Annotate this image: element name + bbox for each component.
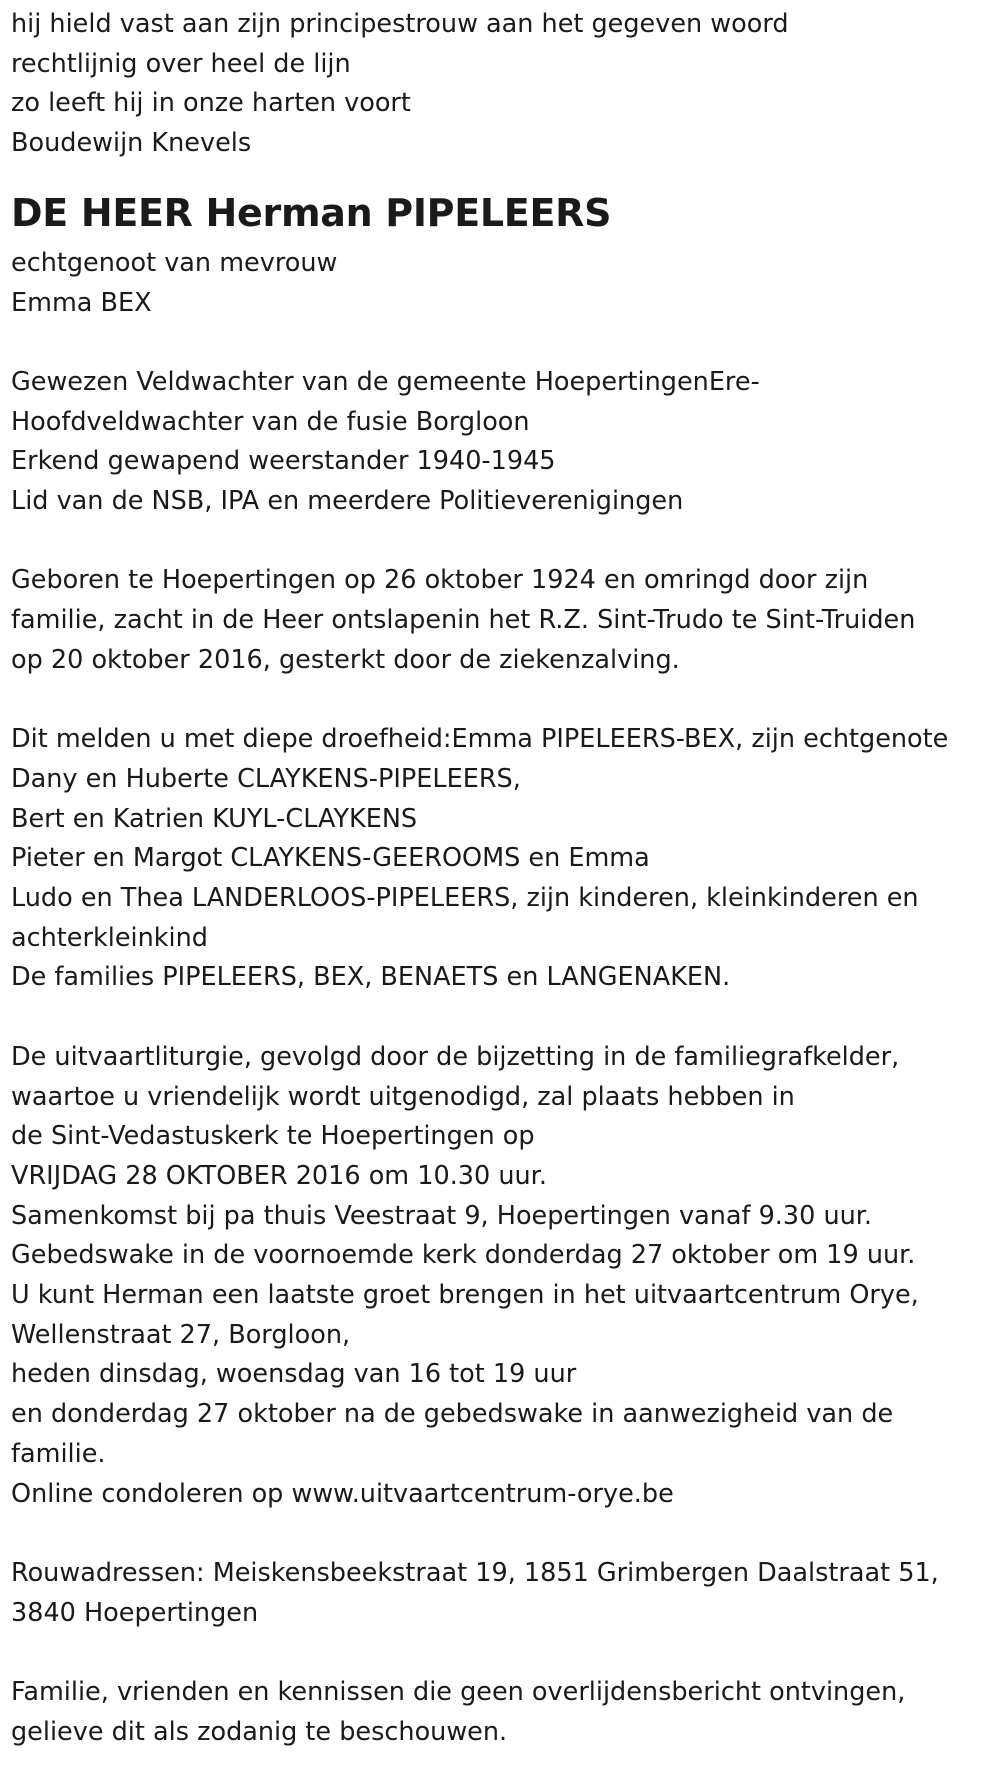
obituary-page (11, 5, 996, 1752)
career-block (11, 363, 996, 522)
funeral-line: heden dinsdag, woensdag van 16 tot 19 uur (11, 1359, 577, 1390)
closing-line: gelieve dit als zodanig te beschouwen. (11, 1716, 508, 1747)
family-line: Pieter en Margot CLAYKENS-GEEROOMS en Emma (11, 843, 650, 874)
paragraph-gap (11, 1633, 996, 1673)
career-line: Lid van de NSB, IPA en meerdere Politieverenigingen (11, 486, 684, 517)
funeral-line: en donderdag 27 oktober na de gebedswake in aanwezigheid van de (11, 1399, 894, 1430)
family-line: Bert en Katrien KUYL-CLAYKENS (11, 803, 418, 834)
closing-line: Familie, vrienden en kennissen die geen overlijdensbericht ontvingen, (11, 1677, 906, 1708)
funeral-date-line: VRIJDAG 28 OKTOBER 2016 om 10.30 uur. (11, 1160, 547, 1191)
poem-line: zo leeft hij in onze harten voort (11, 88, 411, 119)
paragraph-gap (11, 681, 996, 721)
career-line: Gewezen Veldwachter van de gemeente HoepertingenEre- (11, 366, 760, 397)
spouse-line: echtgenoot van mevrouw (11, 247, 338, 278)
poem-line: hij hield vast aan zijn principestrouw aan het gegeven woord (11, 9, 789, 39)
poem-line: rechtlijnig over heel de lijn (11, 48, 351, 79)
poem-author: Boudewijn Knevels (11, 128, 252, 159)
paragraph-gap (11, 323, 996, 363)
funeral-line: Gebedswake in de voornoemde kerk donderdag 27 oktober om 19 uur. (11, 1240, 916, 1271)
online-condolence-line: Online condoleren op www.uitvaartcentrum-orye.be (11, 1478, 674, 1509)
paragraph-gap (11, 998, 996, 1038)
addresses-block (11, 1554, 996, 1633)
birth-death-line: op 20 oktober 2016, gesterkt door de ziekenzalving. (11, 644, 680, 675)
birth-death-line: familie, zacht in de Heer ontslapenin het R.Z. Sint-Trudo te Sint-Truiden (11, 605, 916, 636)
birth-death-line: Geboren te Hoepertingen op 26 oktober 1924 en omringd door zijn (11, 565, 869, 596)
funeral-block (11, 1038, 996, 1514)
family-line: achterkleinkind (11, 922, 208, 953)
address-line: 3840 Hoepertingen (11, 1597, 259, 1628)
funeral-line: waartoe u vriendelijk wordt uitgenodigd, zal plaats hebben in (11, 1081, 795, 1112)
family-line: Ludo en Thea LANDERLOOS-PIPELEERS, zijn kinderen, kleinkinderen en (11, 883, 919, 914)
poem-block (11, 5, 996, 164)
funeral-line: Wellenstraat 27, Borgloon, (11, 1319, 351, 1350)
career-line: Erkend gewapend weerstander 1940-1945 (11, 446, 556, 477)
funeral-line: de Sint-Vedastuskerk te Hoepertingen op (11, 1121, 535, 1152)
birth-death-block (11, 561, 996, 680)
family-line: De families PIPELEERS, BEX, BENAETS en LANGENAKEN. (11, 962, 731, 993)
address-line: Rouwadressen: Meiskensbeekstraat 19, 1851 Grimbergen Daalstraat 51, (11, 1557, 939, 1588)
paragraph-gap (11, 1514, 996, 1554)
spouse-name: Emma BEX (11, 287, 152, 318)
spouse-block (11, 244, 996, 323)
funeral-line: De uitvaartliturgie, gevolgd door de bijzetting in de familiegrafkelder, (11, 1041, 900, 1072)
family-block (11, 720, 996, 998)
family-line: Dany en Huberte CLAYKENS-PIPELEERS, (11, 763, 521, 794)
funeral-line: U kunt Herman een laatste groet brengen in het uitvaartcentrum Orye, (11, 1280, 919, 1311)
funeral-line: familie. (11, 1438, 106, 1469)
closing-block (11, 1673, 996, 1752)
family-line: Dit melden u met diepe droefheid:Emma PIPELEERS-BEX, zijn echtgenote (11, 724, 949, 755)
deceased-name-heading: DE HEER Herman PIPELEERS (11, 190, 612, 235)
career-line: Hoofdveldwachter van de fusie Borgloon (11, 406, 530, 437)
funeral-line: Samenkomst bij pa thuis Veestraat 9, Hoepertingen vanaf 9.30 uur. (11, 1200, 873, 1231)
paragraph-gap (11, 522, 996, 562)
